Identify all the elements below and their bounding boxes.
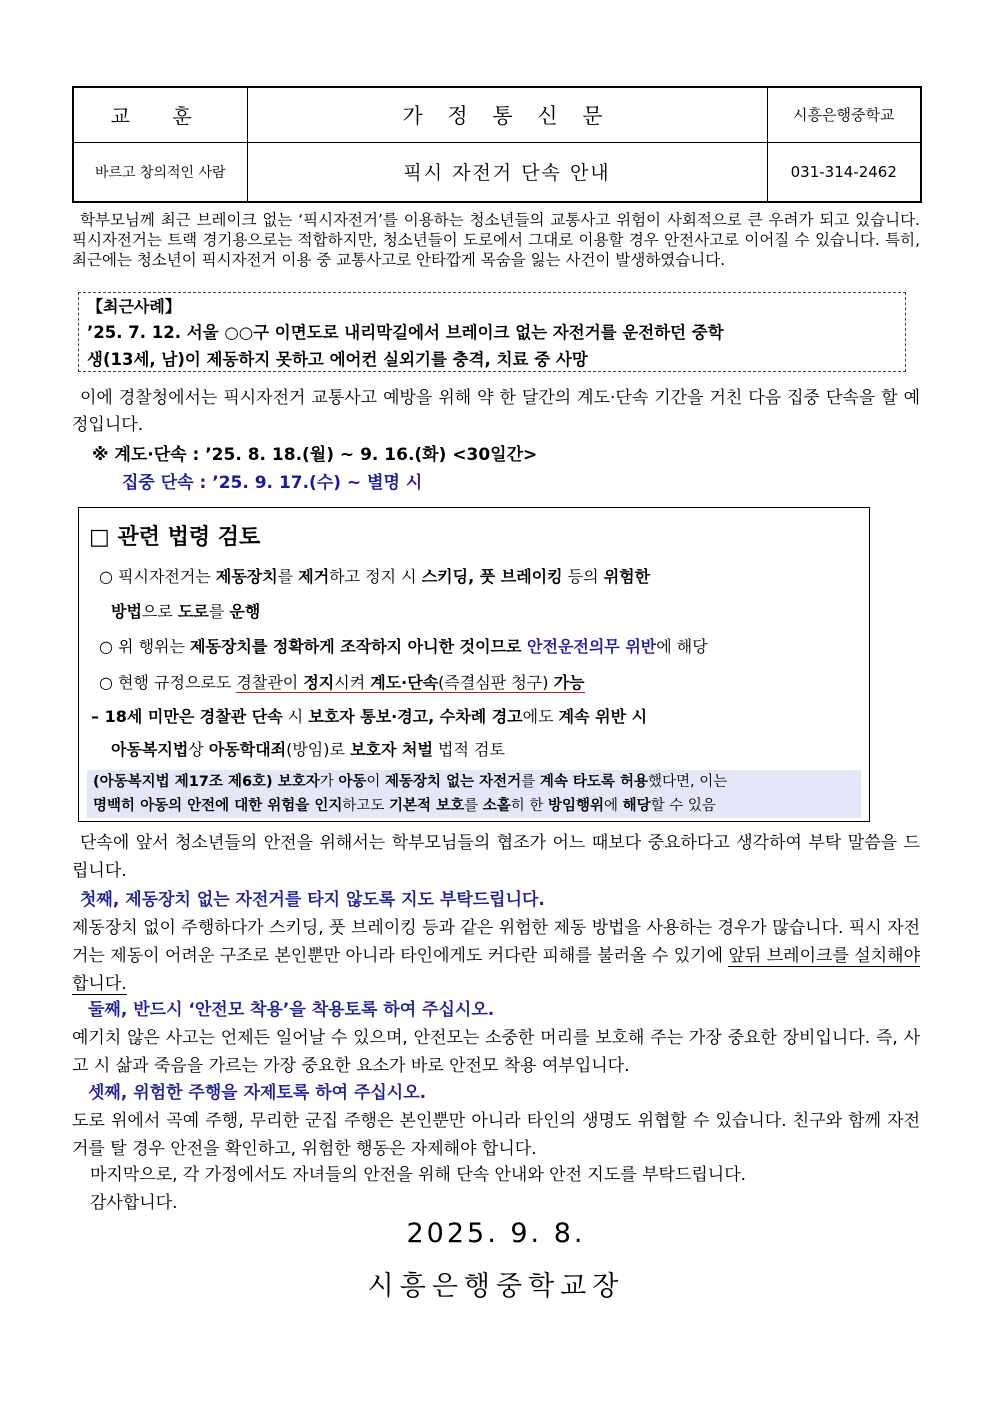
case-title: 【최근사례】 — [87, 297, 181, 316]
law-note-line-2: 명백히 아동의 안전에 대한 위험을 인지하고도 기본적 보호를 소홀히 한 방임행위에 해당할 수 있음 — [93, 798, 716, 814]
school-motto: 바르고 창의적인 사람 — [73, 142, 247, 202]
law-note-line-1: (아동복지법 제17조 제6호) 보호자가 아동이 제동장치 없는 자전거를 계속 타도록 허용했다면, 이는 — [93, 774, 728, 790]
document-subject: 픽시 자전거 단속 안내 — [247, 142, 767, 202]
case-body-line-2: 생(13세, 남)이 제동하지 못하고 에어컨 실외기를 충격, 치료 중 사망 — [87, 350, 588, 369]
law-title: □ 관련 법령 검토 — [89, 525, 261, 550]
document-title: 가 정 통 신 문 — [247, 87, 767, 142]
law-note — [87, 770, 861, 818]
issue-date: 2025. 9. 8. — [406, 1218, 586, 1249]
first-body: 제동장치 없이 주행하다가 스키딩, 풋 브레이킹 등과 같은 위험한 제동 방법을 사용하는 경우가 많습니다. 픽시 자전거는 제동이 어려운 구조로 본인뿐만 아니라 타인에게도 커다란 피해를 불러올 수 있기에 앞뒤 브레이크를 설치해야 합니다. — [72, 918, 920, 994]
law-item-2: ○ 위 행위는 제동장치를 정확하게 조작하지 아니한 것이므로 안전운전의무 위반에 해당 — [99, 637, 708, 656]
school-name: 시흥은행중학교 — [767, 87, 921, 142]
principal-signature: 시흥은행중학교장 — [367, 1271, 625, 1302]
law-item-1-cont: 방법으로 도로를 운행 — [111, 602, 261, 621]
closing-paragraph: 마지막으로, 각 가정에서도 자녀들의 안전을 위해 단속 안내와 안전 지도를 부탁드립니다. — [90, 1165, 747, 1185]
thanks-text: 감사합니다. — [90, 1193, 178, 1213]
header-table — [72, 86, 922, 203]
schedule-intensive: 집중 단속 : ’25. 9. 17.(수) ~ 별명 시 — [122, 473, 423, 493]
motto-label: 교 훈 — [73, 87, 247, 142]
law-item-1: ○ 픽시자전거는 제동장치를 제거하고 정지 시 스키딩, 풋 브레이킹 등의 위험한 — [99, 567, 651, 586]
recent-case-box — [78, 292, 906, 372]
police-paragraph: 이에 경찰청에서는 픽시자전거 교통사고 예방을 위해 약 한 달간의 계도·단속 기간을 거친 다음 집중 단속을 할 예정입니다. — [72, 388, 920, 435]
law-item-4: – 18세 미만은 경찰관 단속 시 보호자 통보·경고, 수차례 경고에도 계속 위반 시 — [91, 707, 648, 726]
law-review-box — [78, 507, 870, 822]
school-phone: 031-314-2462 — [767, 142, 921, 202]
second-heading: 둘째, 반드시 ‘안전모 착용’을 착용토록 하여 주십시오. — [88, 1000, 495, 1020]
first-heading: 첫째, 제동장치 없는 자전거를 타지 않도록 지도 부탁드립니다. — [80, 890, 545, 910]
second-body: 예기치 않은 사고는 언제든 일어날 수 있으며, 안전모는 소중한 머리를 보호해 주는 가장 중요한 장비입니다. 즉, 사고 시 삶과 죽음을 가르는 가장 중요한 요소가 바로 안전모 착용 여부입니다. — [72, 1028, 920, 1076]
intro-paragraph: 학부모님께 최근 브레이크 없는 ‘픽시자전거’를 이용하는 청소년들의 교통사고 위험이 사회적으로 큰 우려가 되고 있습니다. 픽시자전거는 트랙 경기용으로는 적합하지만, 청소년들이 도로에서 그대로 이용할 경우 안전사고로 이어질 수 있습니다. 특히, 최근에는 청소년이 픽시자전거 이용 중 교통사고로 안타깝게 목숨을 잃는 사건이 발생하였습니다. — [72, 211, 920, 269]
law-item-4-cont: 아동복지법상 아동학대죄(방임)로 보호자 처벌 법적 검토 — [111, 740, 505, 759]
case-body-line-1: ’25. 7. 12. 서울 ○○구 이면도로 내리막길에서 브레이크 없는 자전거를 운전하던 중학 — [87, 323, 724, 342]
schedule-guidance: ※ 계도·단속 : ’25. 8. 18.(월) ~ 9. 16.(화) <30일간> — [92, 445, 538, 465]
request-paragraph: 단속에 앞서 청소년들의 안전을 위해서는 학부모님들의 협조가 어느 때보다 중요하다고 생각하여 부탁 말씀을 드립니다. — [72, 833, 920, 881]
third-body: 도로 위에서 곡예 주행, 무리한 군집 주행은 본인뿐만 아니라 타인의 생명도 위협할 수 있습니다. 친구와 함께 자전거를 탈 경우 안전을 확인하고, 위험한 행동은 자제해야 합니다. — [72, 1111, 920, 1159]
law-item-3: ○ 현행 규정으로도 경찰관이 정지시켜 계도·단속(즉결심판 청구) 가능 — [99, 673, 585, 692]
third-heading: 셋째, 위험한 주행을 자제토록 하여 주십시오. — [88, 1083, 427, 1103]
